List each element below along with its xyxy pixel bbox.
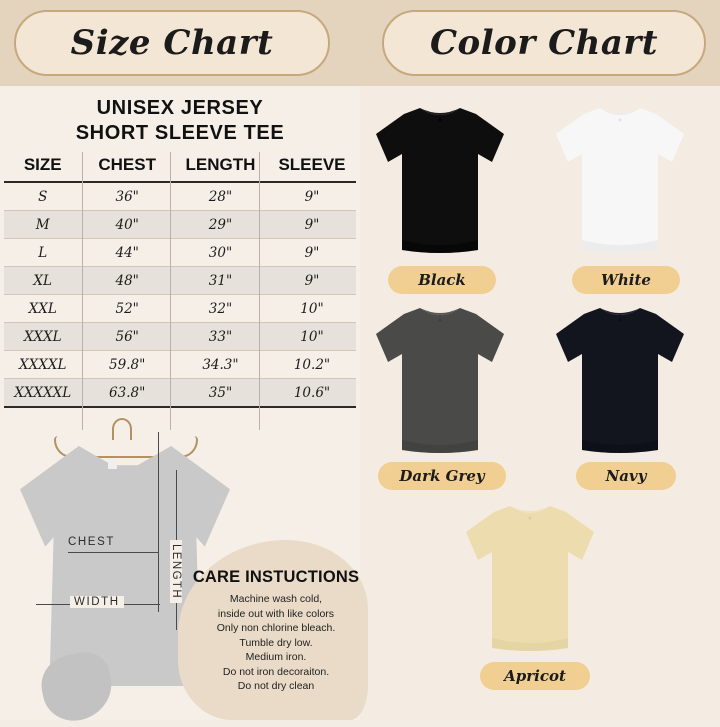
color-label-white	[572, 266, 680, 294]
table-row	[4, 351, 356, 379]
care-instruction-line: Medium iron.	[245, 651, 307, 663]
table-cell-chest: 52"	[81, 295, 173, 323]
table-header-chest: CHEST	[81, 152, 173, 182]
table-cell-chest: 44"	[81, 239, 173, 267]
table-row	[4, 323, 356, 351]
color-label-text: Apricot	[504, 667, 566, 685]
table-header-sleeve: SLEEVE	[268, 152, 356, 182]
table-cell-length: 31"	[173, 267, 268, 295]
table-cell-size: L	[4, 239, 81, 267]
product-heading-line-2: SHORT SLEEVE TEE	[75, 122, 285, 144]
care-instructions-title: CARE INSTUCTIONS	[192, 568, 360, 586]
table-cell-size: XL	[4, 267, 81, 295]
length-label: LENGTH	[170, 540, 182, 603]
size-chart-title: Size Chart	[70, 23, 274, 63]
table-cell-size: XXXXL	[4, 351, 81, 379]
table-cell-chest: 59.8"	[81, 351, 173, 379]
care-instruction-line: Only non chlorine bleach.	[216, 622, 336, 634]
table-row	[4, 182, 356, 211]
color-label-text: Black	[418, 271, 466, 289]
shirt-neck-tag	[108, 458, 117, 469]
table-row	[4, 239, 356, 267]
table-cell-size: M	[4, 211, 81, 239]
color-label-text: Dark Grey	[399, 467, 485, 485]
table-cell-chest: 56"	[81, 323, 173, 351]
product-heading	[0, 96, 360, 146]
product-heading-line-1: UNISEX JERSEY	[96, 97, 264, 119]
table-cell-chest: 40"	[81, 211, 173, 239]
table-cell-length: 34.3"	[173, 351, 268, 379]
table-cell-chest: 63.8"	[81, 379, 173, 408]
care-instruction-line: Do not dry clean	[237, 680, 315, 692]
width-label: WIDTH	[70, 596, 124, 608]
tshirt-swatch-white[interactable]	[552, 100, 688, 260]
chest-measure-line	[68, 552, 158, 553]
table-divider-1	[82, 152, 83, 430]
table-cell-length: 33"	[173, 323, 268, 351]
table-divider-3	[259, 152, 260, 430]
table-cell-size: XXL	[4, 295, 81, 323]
table-cell-sleeve: 9"	[268, 211, 356, 239]
color-label-black	[388, 266, 496, 294]
table-divider-2	[170, 152, 171, 430]
table-cell-sleeve: 10.2"	[268, 351, 356, 379]
table-cell-size: XXXL	[4, 323, 81, 351]
tshirt-swatch-black[interactable]	[372, 100, 508, 260]
size-table	[4, 152, 356, 408]
color-chart-title: Color Chart	[429, 23, 658, 63]
color-chart-banner	[382, 10, 706, 76]
table-row	[4, 295, 356, 323]
table-cell-length: 30"	[173, 239, 268, 267]
size-chart-banner	[14, 10, 330, 76]
table-header-row	[4, 152, 356, 182]
care-instruction-line: Tumble dry low.	[239, 636, 313, 649]
table-header-length: LENGTH	[173, 152, 268, 182]
table-cell-length: 28"	[173, 182, 268, 211]
table-cell-sleeve: 9"	[268, 267, 356, 295]
tshirt-swatch-apricot[interactable]	[462, 498, 598, 658]
table-cell-sleeve: 9"	[268, 239, 356, 267]
chest-guide-line	[158, 432, 159, 612]
table-row	[4, 211, 356, 239]
tshirt-swatch-dark-grey[interactable]	[372, 300, 508, 460]
table-header-size: SIZE	[4, 152, 81, 182]
table-cell-sleeve: 9"	[268, 182, 356, 211]
care-instructions	[190, 568, 362, 694]
table-cell-size: S	[4, 182, 81, 211]
table-cell-length: 32"	[173, 295, 268, 323]
color-label-text: Navy	[605, 467, 647, 485]
tshirt-swatch-navy[interactable]	[552, 300, 688, 460]
table-cell-size: XXXXXL	[4, 379, 81, 408]
color-label-apricot	[480, 662, 590, 690]
care-instruction-line: Machine wash cold,	[229, 593, 323, 605]
table-row	[4, 267, 356, 295]
care-instruction-line: Do not iron decoraiton.	[222, 665, 330, 678]
care-instruction-line: inside out with like colors	[217, 607, 335, 620]
color-label-navy	[576, 462, 676, 490]
table-cell-length: 35"	[173, 379, 268, 408]
color-label-dark-grey	[378, 462, 506, 490]
color-label-text: White	[601, 271, 651, 289]
table-cell-chest: 36"	[81, 182, 173, 211]
table-cell-sleeve: 10.6"	[268, 379, 356, 408]
table-cell-chest: 48"	[81, 267, 173, 295]
chest-label: CHEST	[68, 536, 115, 548]
table-row	[4, 379, 356, 408]
table-cell-length: 29"	[173, 211, 268, 239]
table-cell-sleeve: 10"	[268, 323, 356, 351]
table-cell-sleeve: 10"	[268, 295, 356, 323]
